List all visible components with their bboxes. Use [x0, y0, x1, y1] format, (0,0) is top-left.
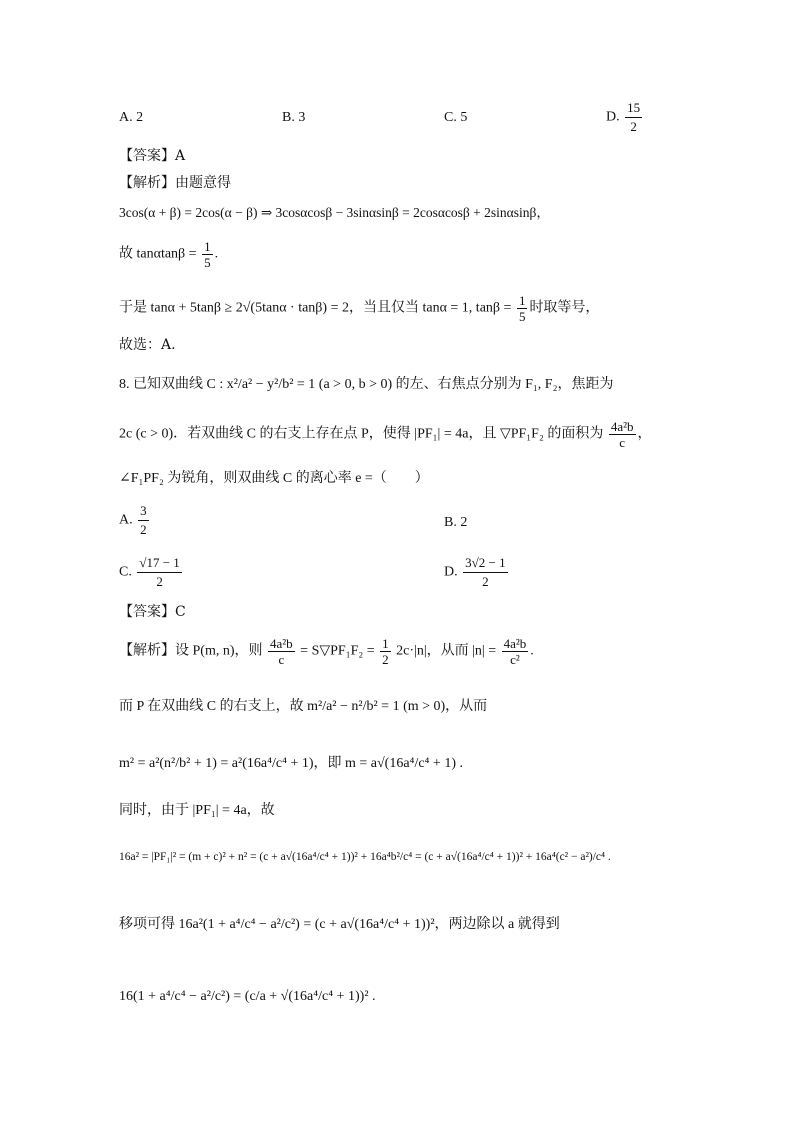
q8-option-a: A. $\frac{3}{2}$ [119, 503, 147, 537]
q7-option-b: B. 3 [282, 110, 306, 125]
q8-stem-line-3: ∠F₁PF₂ 为锐角，则双曲线 C 的离心率 e =（ ） [119, 471, 429, 486]
q7-option-d: D. $\frac{15}{2}$ [606, 100, 641, 134]
q7-answer: 【答案】A [119, 148, 186, 164]
q8-analysis-line-1: 【解析】设 P(m, n)，则 $\frac{\text{4a²b}}{c}$ = S▽PF₁F₂ = $\frac{1}{2}$ 2c·|n|，从而 |n| = $\frac{\text{4a²b}}{\text{c²}}$ . [119, 636, 534, 667]
q8-option-b: B. 2 [444, 515, 468, 530]
q8-stem-line-2: 2c (c > 0)．若双曲线 C 的右支上存在点 P，使得 |PF₁| = 4a，且 ▽PF₁F₂ 的面积为 $\frac{\text{4a²b}}{c}$ ， [119, 419, 652, 450]
q7-analysis-head: 【解析】由题意得 [119, 175, 231, 191]
q8-analysis-line-5: 16a² = |PF₁|² = (m + c)² + n² = (c + a√(16a⁴/c⁴ + 1))² + 16a⁴b²/c⁴ = (c + a√(16a⁴/c⁴ + 1))² + 16a⁴(c² − a²)/c⁴ . [119, 851, 611, 863]
q7-option-d-fraction: $\frac{15}{2}$ [627, 100, 641, 134]
q8-analysis-line-6: 移项可得 16a²(1 + a⁴/c⁴ − a²/c²) = (c + a√(16a⁴/c⁴ + 1))²，两边除以 a 就得到 [119, 917, 560, 932]
q8-analysis-line-3: m² = a²(n²/b² + 1) = a²(16a⁴/c⁴ + 1)，即 m = a√(16a⁴/c⁴ + 1) . [119, 756, 463, 771]
q7-option-a: A. 2 [119, 110, 144, 125]
q8-analysis-line-7: 16(1 + a⁴/c⁴ − a²/c²) = (c/a + √(16a⁴/c⁴ + 1))² . [119, 989, 376, 1004]
q7-equation-1: 3cos(α + β) = 2cos(α − β) ⇒ 3cosαcosβ − 3sinαsinβ = 2cosαcosβ + 2sinαsinβ， [119, 205, 550, 220]
q8-analysis-line-2: 而 P 在双曲线 C 的右支上，故 m²/a² − n²/b² = 1 (m > 0)，从而 [119, 699, 488, 714]
q7-option-c: C. 5 [444, 110, 468, 125]
q7-equation-2: 故 tanαtanβ = $\frac{1}{5}$ . [119, 239, 219, 270]
q8-option-d: D. $\frac{3√2 - 1}{2}$ [444, 555, 506, 589]
q8-option-c: C. $\frac{√17 - 1}{2}$ [119, 555, 180, 589]
q8-analysis-line-4: 同时，由于 |PF₁| = 4a，故 [119, 803, 275, 818]
q8-stem-line-1: 8. 已知双曲线 C : x²/a² − y²/b² = 1 (a > 0, b > 0) 的左、右焦点分别为 F₁, F₂，焦距为 [119, 377, 614, 392]
q8-answer: 【答案】C [119, 604, 186, 620]
q7-choose: 故选：A. [119, 337, 176, 353]
q7-equation-3: 于是 tanα + 5tanβ ≥ 2√(5tanα · tanβ) = 2，当且仅当 tanα = 1, tanβ = $\frac{1}{5}$ 时取等号， [119, 293, 600, 324]
